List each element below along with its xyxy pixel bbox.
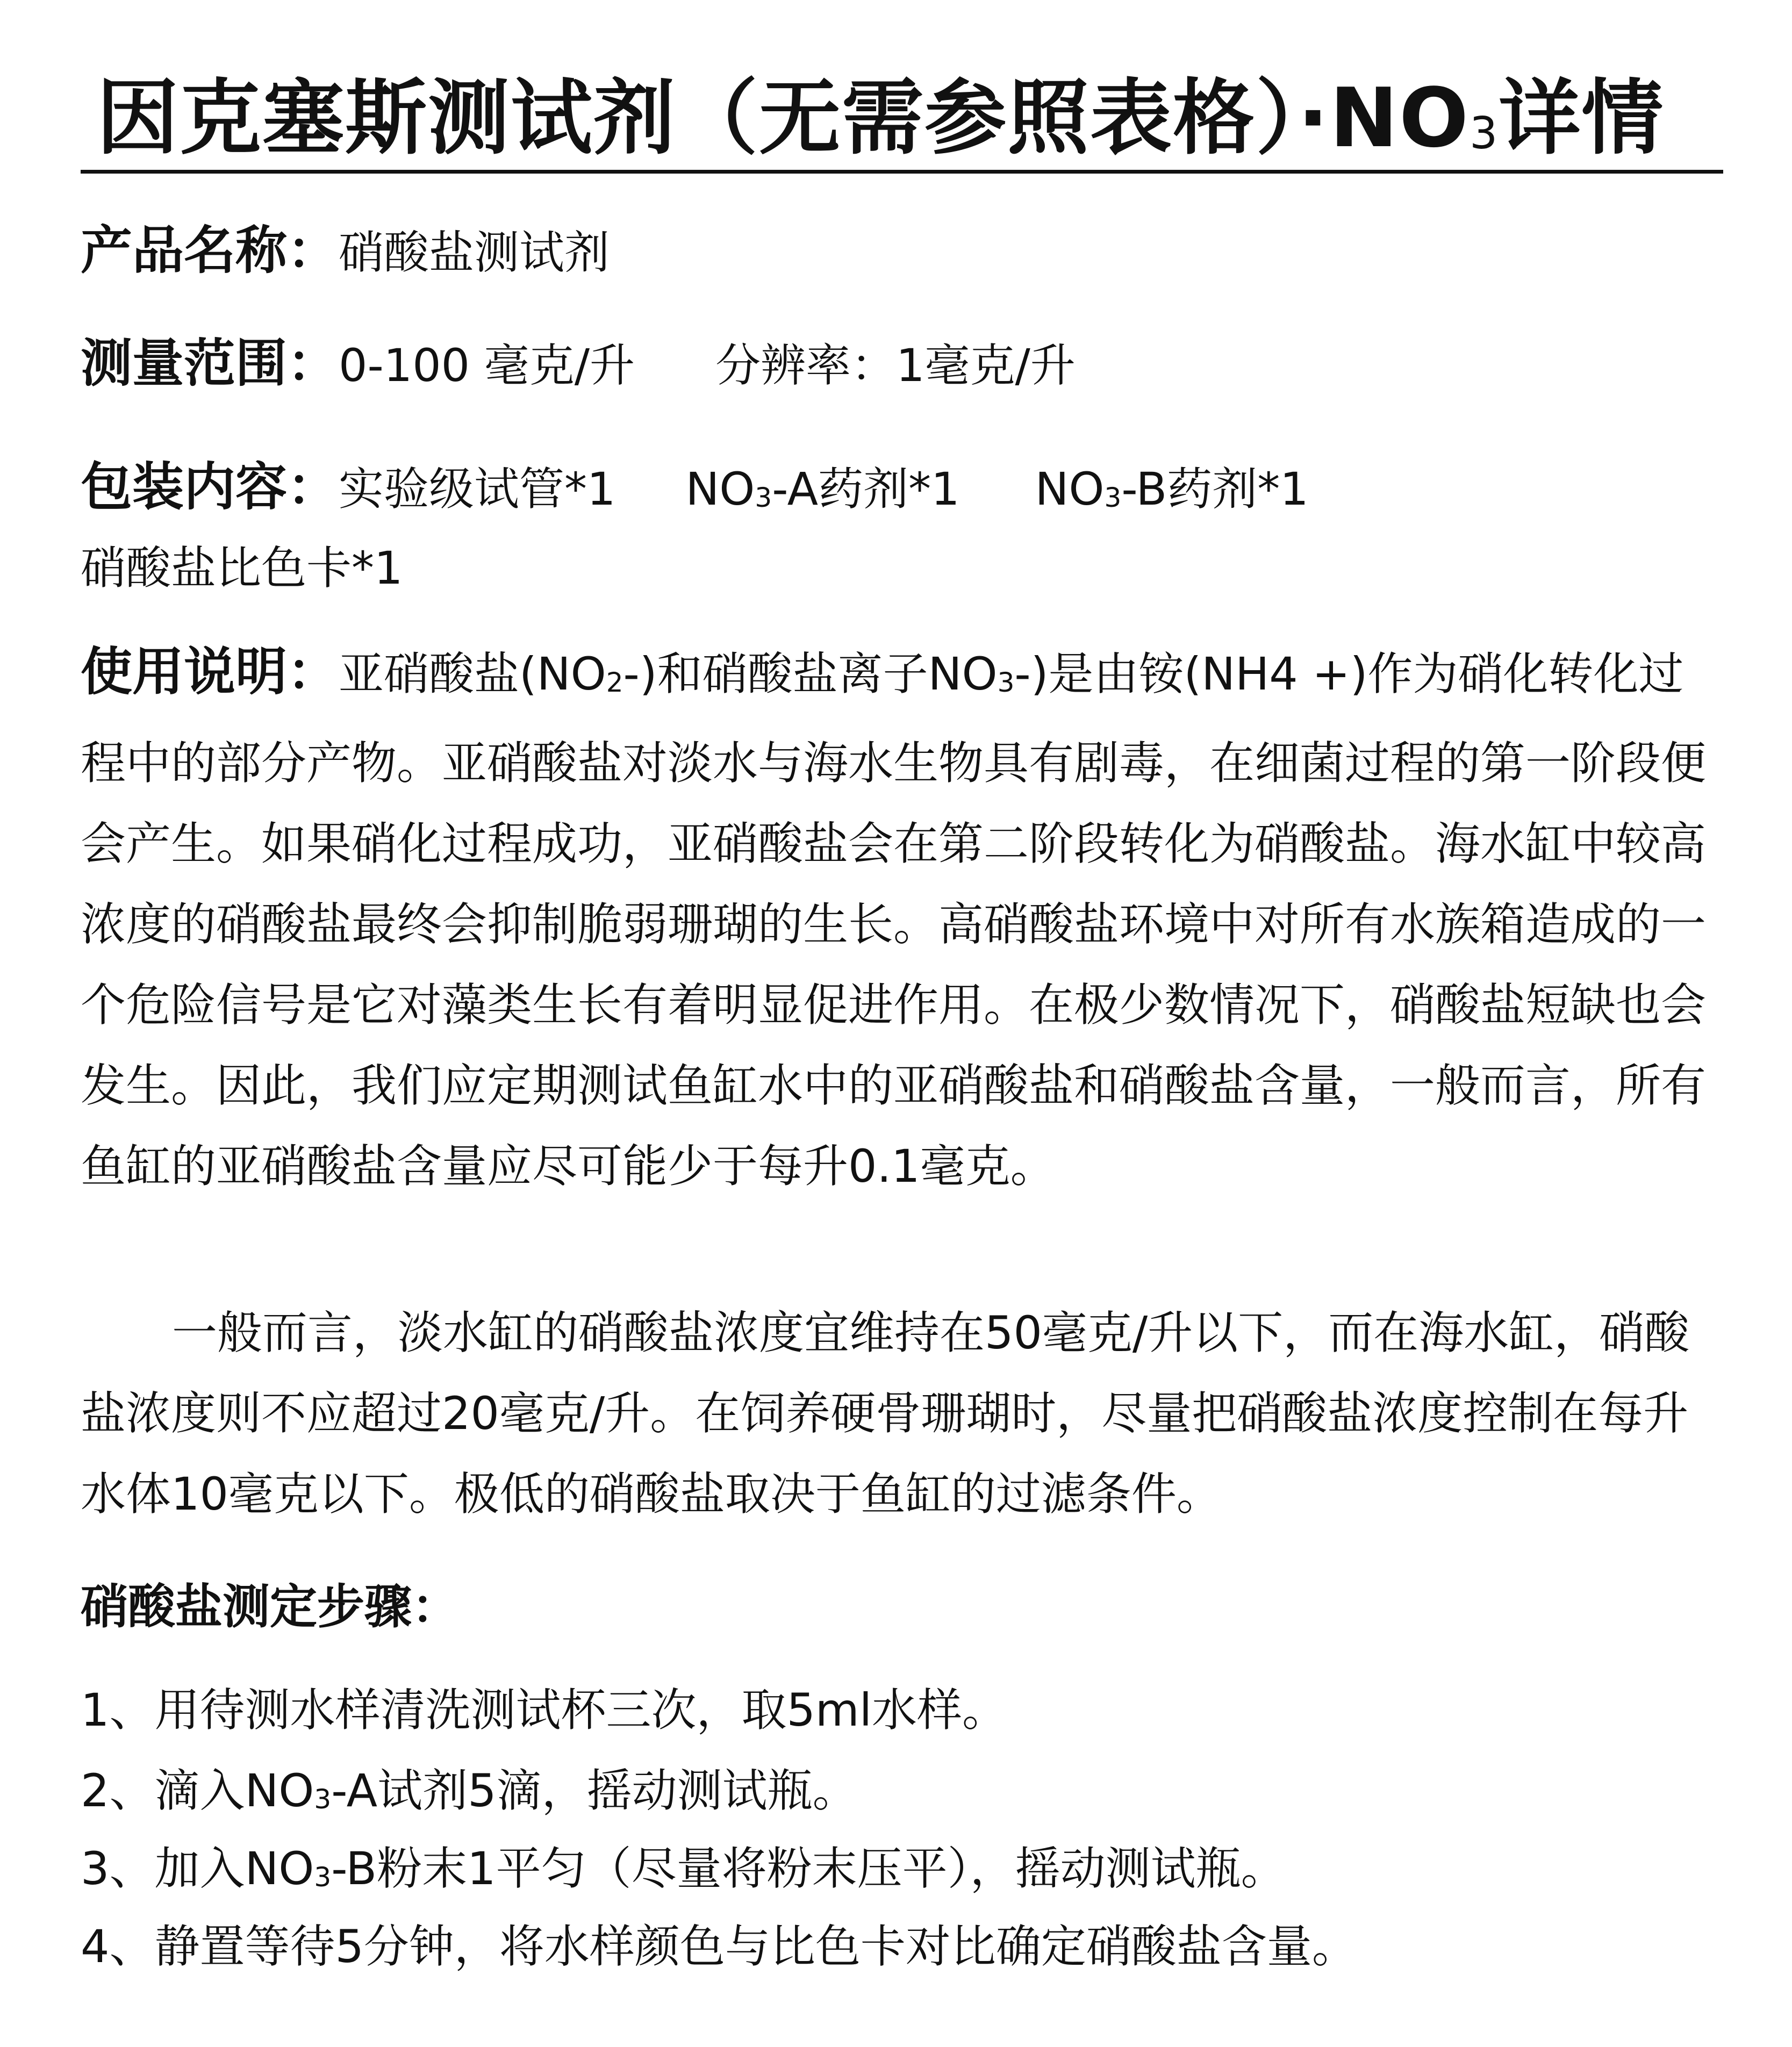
range-row <box>81 322 1076 396</box>
product-name-label: 产品名称： <box>81 220 339 281</box>
package-item-color-card: 硝酸盐比色卡*1 <box>81 542 403 594</box>
usage-paragraph-2 <box>81 1292 1725 1534</box>
title-main: 因克塞斯测试剂（无需参照表格）·NO <box>97 70 1470 166</box>
reagent-b-suffix: -B药剂*1 <box>1121 463 1309 515</box>
range-label: 测量范围： <box>81 333 339 393</box>
package-row <box>81 446 1309 520</box>
usage-paragraph-1 <box>81 631 1725 1206</box>
steps-title: 硝酸盐测定步骤： <box>81 1579 460 1634</box>
title-divider <box>81 170 1723 174</box>
usage-p1-a: 亚硝酸盐(NO <box>339 648 606 700</box>
package-item-tube: 实验级试管*1 <box>339 463 616 515</box>
step-3-sub: 3 <box>314 1862 332 1893</box>
reagent-b-subscript: 3 <box>1104 482 1122 513</box>
step-3-a: 3、加入NO <box>81 1842 314 1895</box>
reagent-a-suffix: -A药剂*1 <box>772 463 960 515</box>
usage-label: 使用说明： <box>81 642 339 702</box>
resolution-value: 1毫克/升 <box>896 339 1076 392</box>
package-item-reagent-a <box>685 463 959 515</box>
step-3-b: -B粉末1平匀（尽量将粉末压平），摇动测试瓶。 <box>331 1842 1286 1895</box>
step-2-b: -A试剂5滴，摇动测试瓶。 <box>331 1764 858 1817</box>
page-title <box>97 64 1709 188</box>
usage-p1-b: -)和硝酸盐离子NO <box>623 648 998 700</box>
product-name-row <box>81 210 610 283</box>
usage-p1-sub1: 2 <box>606 667 623 698</box>
resolution-label: 分辨率： <box>715 339 897 392</box>
package-label: 包装内容： <box>81 457 339 517</box>
step-4: 4、静置等待5分钟，将水样颜色与比色卡对比确定硝酸盐含量。 <box>81 1920 1357 1973</box>
usage-p1-c: -)是由铵(NH4 +)作为硝化转化过程中的部分产物。亚硝酸盐对淡水与海水生物具有剧毒，在细菌过程的第一阶段便会产生。如果硝化过程成功，亚硝酸盐会在第二阶段转化为硝酸盐。海水缸中较高浓度的硝酸盐最终会抑制脆弱珊瑚的生长。高硝酸盐环境中对所有水族箱造成的一个危险信号是它对藻类生长有着明显促进作用。在极少数情况下，硝酸盐短缺也会发生。因此，我们应定期测试鱼缸水中的亚硝酸盐和硝酸盐含量，一般而言，所有鱼缸的亚硝酸盐含量应尽可能少于每升0.1毫克。 <box>81 648 1707 1193</box>
reagent-a-subscript: 3 <box>755 482 772 513</box>
range-value: 0-100 毫克/升 <box>339 339 635 392</box>
reagent-a-prefix: NO <box>685 463 755 515</box>
reagent-b-prefix: NO <box>1035 463 1105 515</box>
step-3 <box>81 1833 1286 1898</box>
step-1: 1、用待测水样清洗测试杯三次，取5ml水样。 <box>81 1684 1008 1736</box>
usage-p1-sub2: 3 <box>997 667 1015 698</box>
step-2-a: 2、滴入NO <box>81 1764 314 1817</box>
product-name-value: 硝酸盐测试剂 <box>339 226 610 279</box>
title-suffix: 详情 <box>1499 70 1665 166</box>
usage-p2: 一般而言，淡水缸的硝酸盐浓度宜维持在50毫克/升以下，而在海水缸，硝酸盐浓度则不应超过20毫克/升。在饲养硬骨珊瑚时，尽量把硝酸盐浓度控制在每升水体10毫克以下。极低的硝酸盐取决于鱼缸的过滤条件。 <box>81 1306 1690 1520</box>
package-item-reagent-b <box>1035 463 1309 515</box>
step-2-sub: 3 <box>314 1784 332 1815</box>
title-subscript: 3 <box>1470 108 1499 159</box>
step-2 <box>81 1755 858 1820</box>
